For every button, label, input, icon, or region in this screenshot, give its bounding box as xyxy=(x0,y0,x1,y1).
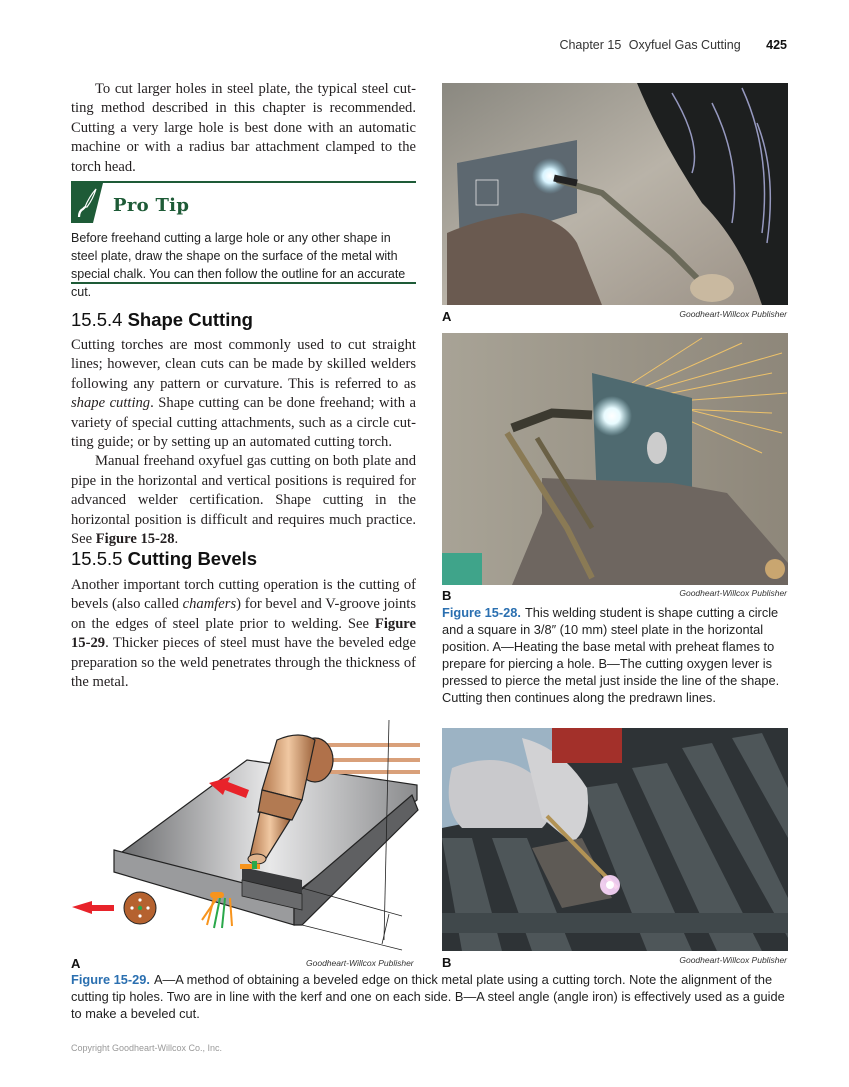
figure-15-29-photo-b xyxy=(442,728,788,951)
figure-15-29-b-credit: Goodheart-Willcox Publisher xyxy=(679,955,787,965)
running-head xyxy=(559,38,787,52)
section-shape-cutting-body xyxy=(71,336,416,549)
section-heading-cutting-bevels: 15.5.5 Cutting Bevels xyxy=(71,548,258,569)
figure-15-29-part-a-label: A xyxy=(71,956,81,971)
section-heading-shape-cutting: 15.5.4 Shape Cutting xyxy=(71,309,253,330)
section-cutting-bevels-body xyxy=(71,576,416,692)
figure-15-28-part-a-label: A xyxy=(442,309,452,324)
figure-15-29-part-b-label: B xyxy=(442,955,452,970)
paragraph: Manual freehand oxyfuel gas cutting on both plate and pipe in the horizontal and vertical positions is required for advanced welder certification. Shape cutting in the horizontal position is difficult and requires much practice. See Figure 15-28. xyxy=(71,453,416,548)
pro-tip-text: Before freehand cutting a large hole or any other shape in steel plate, draw the shape on the surface of the metal with special chalk. You can then follow the outline for an accurate cut. xyxy=(71,231,406,299)
chapter-title: Oxyfuel Gas Cutting xyxy=(628,38,741,52)
intro-paragraph: To cut larger holes in steel plate, the typical steel cutting method described in this chapter is recommended. Cutting a very large hole is best done with an automatic machine or with a radius bar attachment clamped to the torch head. xyxy=(71,81,416,175)
figure-15-28-b-credit: Goodheart-Willcox Publisher xyxy=(679,588,787,598)
chapter-number: Chapter 15 xyxy=(559,38,622,52)
figure-ref-15-28: Figure 15-28 xyxy=(95,531,175,548)
figure-15-29-a-credit: Goodheart-Willcox Publisher xyxy=(306,958,414,968)
term-shape-cutting: shape cutting xyxy=(71,395,151,412)
paragraph: Another important torch cutting operation is the cutting of bevels (also called chamfers) for bevel and V-groove joints on the edges of steel plate prior to welding. See Figure 15-29. Thicker pieces of steel must have the beveled edge preparation so the weld penetrates through the thickness of the metal. xyxy=(71,577,416,691)
page-number: 425 xyxy=(766,38,787,52)
figure-15-28-caption: Figure 15-28. This welding student is shape cutting a circle and a square in 3/8″ (10 mm) steel plate in the horizontal position. A—Heating the base metal with preheat flames to prepare for piercing a hole. B—The cutting oxygen lever is pressed to pierce the metal just inside the line of the shape. Cutting then continues along the predrawn lines. xyxy=(442,605,780,705)
torch-icon xyxy=(71,183,103,223)
figure-15-28-photo-b xyxy=(442,333,788,585)
figure-15-28-part-b-label: B xyxy=(442,588,452,603)
paragraph: Cutting torches are most commonly used to cut straight lines; however, clean cuts can be made by skilled welders following any pattern or curvature. This is referred to as shape cutting. Shape cutting can be done freehand; with a variety of special cutting attachments, such as a circle cutting guide; or by setting up an automated cutting torch. xyxy=(71,337,417,451)
pro-tip-title: Pro Tip xyxy=(113,195,190,216)
figure-15-28-photo-a xyxy=(442,83,788,305)
caption-figure-ref: Figure 15-28. xyxy=(442,605,521,620)
figure-15-29-illustration-a xyxy=(62,720,432,952)
figure-ref-15-29: Figure 15-29 xyxy=(71,615,416,652)
figure-15-29-caption: Figure 15-29. A—A method of obtaining a beveled edge on thick metal plate using a cutting torch. Note the alignment of the cutting tip holes. Two are in line with the kerf and one on each side. B—A steel angle (angle iron) is effectively used as a guide to make a beveled cut. xyxy=(71,972,785,1021)
caption-figure-ref: Figure 15-29. xyxy=(71,972,150,987)
term-chamfers: chamfers xyxy=(182,596,237,613)
copyright-notice: Copyright Goodheart-Willcox Co., Inc. xyxy=(71,1043,223,1053)
figure-15-28-a-credit: Goodheart-Willcox Publisher xyxy=(679,309,787,319)
pro-tip-box xyxy=(71,181,416,299)
